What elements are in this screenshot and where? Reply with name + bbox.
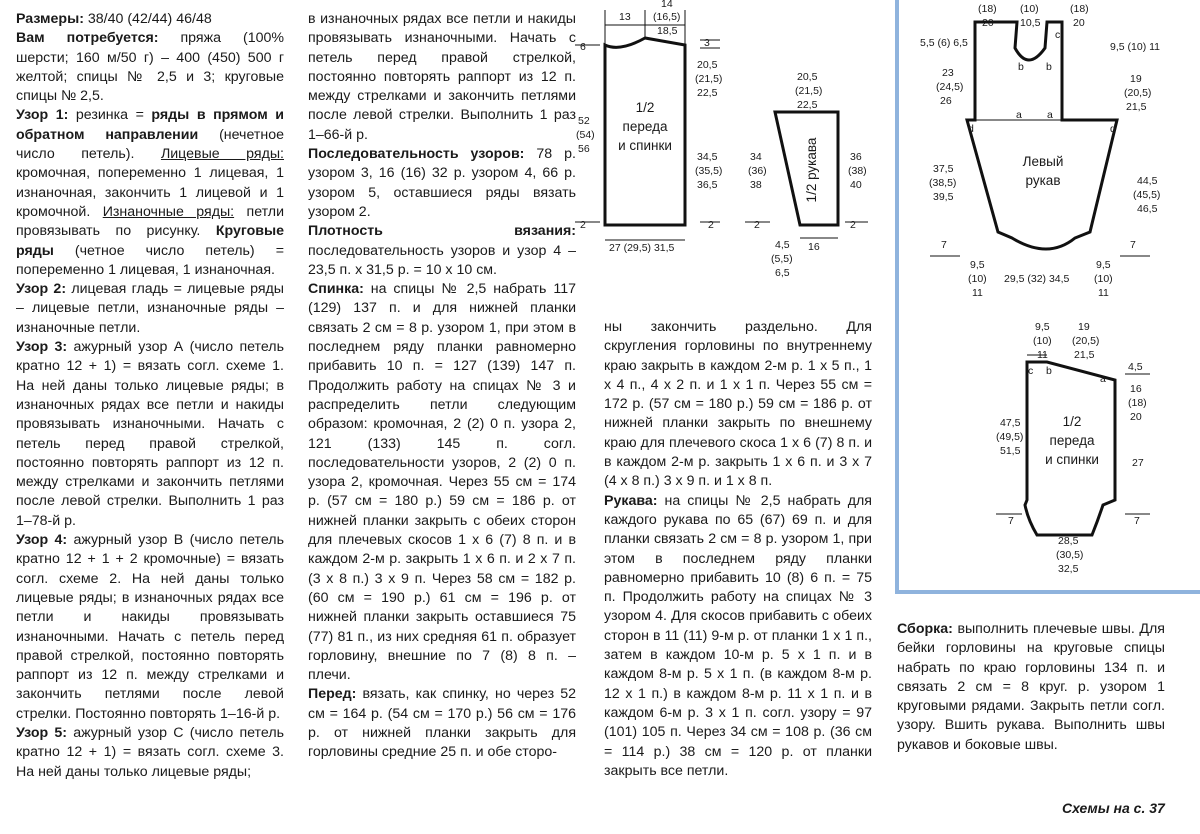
svg-text:23: 23 xyxy=(942,67,954,79)
body-text: кромочная, попеременно 1 лицевая, 1 изнаночная, закончить 1 лицевой и 1 кромочной. xyxy=(16,165,284,220)
svg-text:(18): (18) xyxy=(978,3,997,15)
svg-text:40: 40 xyxy=(850,179,862,191)
svg-text:d: d xyxy=(1110,123,1116,135)
body-text: на спицы № 2,5 набрать 117 (129) 137 п. и для нижней планки связать 2 см = 8 р. узором 1, при этом в последнем ряду планки равномерно прибавить 10 п. = 127 (139) 147 п. Продолжить работу на спицах № 3 и распределить петли следующим образом: кромочная, 2 (2) 0 п. узора 2, 121 (133) 145 п. согл. последовательности узоров, 2 (2) 0 п. узора 2, кромочная. Через 55 см = 174 р. (57 см = 180 р.) 59 см = 186 р. от нижней планки закрыть с обеих сторон для плечевых скосов 1 x 6 (7) 8 п. и в каждом 2-м р. закрыть 1 x 6 п. и 2 x 7 п. (3 x 8 п.) 3 x 9 п. Через 58 см = 182 р. (60 см = 190 р.) 61 см = 196 р. от нижней планки закрыть оставшиеся 75 (77) 81 п., из них средняя 61 п. образует горловину, внешние по 7 (8) 8 п. – плечи. xyxy=(308,281,576,684)
svg-text:d: d xyxy=(968,123,974,135)
svg-text:7: 7 xyxy=(1134,515,1140,527)
svg-text:20: 20 xyxy=(1130,411,1142,423)
svg-text:34,5: 34,5 xyxy=(697,151,718,163)
svg-text:56: 56 xyxy=(578,143,590,155)
svg-text:(10): (10) xyxy=(1033,335,1052,347)
body-text: ажурный узор С (число петель кратно 12 + 1) = вязать согл. схеме 3. На ней даны только лицевые ряды; xyxy=(16,724,284,780)
svg-text:4,5: 4,5 xyxy=(775,239,790,251)
svg-text:36,5: 36,5 xyxy=(697,179,718,191)
bold-label: Размеры: xyxy=(16,11,84,27)
svg-text:(10): (10) xyxy=(1094,273,1113,285)
half-sleeve-label: 1/2 рукава xyxy=(804,137,819,203)
svg-text:28,5: 28,5 xyxy=(1058,535,1079,547)
svg-text:13: 13 xyxy=(619,11,631,23)
svg-text:(35,5): (35,5) xyxy=(695,165,723,177)
body-text: петли провязывать по рисунку. xyxy=(16,203,285,240)
left-sleeve-schematic xyxy=(920,3,1160,299)
svg-text:a: a xyxy=(1016,109,1022,121)
svg-text:(16,5): (16,5) xyxy=(653,11,681,23)
svg-text:22,5: 22,5 xyxy=(697,87,718,99)
svg-text:20: 20 xyxy=(982,17,994,29)
svg-text:(45,5): (45,5) xyxy=(1133,189,1161,201)
svg-text:(49,5): (49,5) xyxy=(996,431,1024,443)
svg-text:(21,5): (21,5) xyxy=(695,73,723,85)
svg-text:(20,5): (20,5) xyxy=(1072,335,1100,347)
left-sleeve-label-1: Левый xyxy=(1022,154,1064,169)
body-text: ны закончить раздельно. Для скругления горловины по внутреннему краю закрыть в каждом 2-м р. 1 x 5 п., 1 x 4 п., 4 x 2 п. и 1 x 1 п. Через 55 см = 172 р. (57 см = 180 р.) 59 см = 186 р. от нижней планки закрыть по внешнему краю для плечевого скоса 1 x 6 (7) 8 п. и в каждом 2-м р. закрыть 1 x 6 п. и 3 x 7 (4 x 8 п.) 3 x 9 п. и 1 x 8 п. xyxy=(604,319,872,490)
svg-text:16: 16 xyxy=(808,241,820,253)
underlined-label: Изнаночные ряды: xyxy=(102,203,235,220)
svg-text:20: 20 xyxy=(1073,17,1085,29)
svg-text:(24,5): (24,5) xyxy=(936,81,964,93)
body-text: пряжа (100% шерсти; 160 м/50 г) – 400 (450) 500 г желтой; спицы № 2,5 и 3; круговые спицы № 2,5. xyxy=(16,30,284,105)
bold-label: Узор 2: xyxy=(16,281,67,298)
svg-text:a: a xyxy=(1047,109,1053,121)
front-label-2: переда xyxy=(1049,433,1095,448)
svg-text:19: 19 xyxy=(1130,73,1142,85)
svg-text:20,5: 20,5 xyxy=(797,71,818,83)
bold-label: Узор 1: xyxy=(16,107,69,124)
svg-text:(54): (54) xyxy=(576,129,595,141)
svg-text:c: c xyxy=(1055,29,1061,41)
svg-text:2: 2 xyxy=(850,219,856,231)
body-text: 78 р. узором 3, 16 (16) 32 р. узором 4, 66 р. узором 5, оставшиеся ряды вязать узором 2. xyxy=(308,146,576,220)
svg-text:34: 34 xyxy=(750,151,762,163)
schemes-reference: Схемы на с. 37 xyxy=(1062,800,1165,816)
svg-text:32,5: 32,5 xyxy=(1058,563,1079,575)
body-text: вязать, как спинку, но через 52 см = 164 р. (54 см = 170 р.) 56 см = 176 р. от нижней планки закрыть для горловины средние 25 п. и обе сторо- xyxy=(308,686,576,761)
body-text: ажурный узор А (число петель кратно 12 + 1) = вязать согл. схеме 1. На ней даны только лицевые ряды; в изнаночных рядах все петли и накиды провязывать изнаночными. Начать с петель перед правой стрелкой, постоянно повторять раппорт из 12 п. между стрелками и закончить петлями после левой стрелки. Выполнить 1 раз 1–78-й р. xyxy=(16,339,284,529)
front-label-3: и спинки xyxy=(1045,452,1099,467)
svg-text:6: 6 xyxy=(580,41,586,53)
svg-text:c: c xyxy=(1028,365,1034,377)
svg-text:(21,5): (21,5) xyxy=(795,85,823,97)
bold-label: Вам потребуется: xyxy=(16,30,159,47)
bold-label: Рукава: xyxy=(604,492,658,509)
body-text: на спицы № 2,5 набрать для каждого рукава по 65 (67) 69 п. и для планки связать 2 см = 8 р. узором 1, при этом в последнем ряду планки равномерно прибавить 10 (8) 6 п. = 75 п. Продолжить работу на спицах № 3 узором 4. Для скосов прибавить с обеих сторон в 11 (11) 9-м р. от планки 1 x 1 п., затем в каждом 10-м р. 5 x 1 п. и в каждом 8-м р. 5 x 1 п. (в каждом 8-м р. 12 x 1 п.) в каждом 8-м р. 11 x 1 п. и в каждом 6-м р. 3 x 1 п. согл. узору = 97 (101) 105 п. Через 34 см = 108 р. (36 см = 114 р.) 38 см = 120 р. от планки закрыть все петли. xyxy=(604,492,872,779)
svg-text:2: 2 xyxy=(708,219,714,231)
svg-text:9,5: 9,5 xyxy=(1035,321,1050,333)
svg-text:(18): (18) xyxy=(1128,397,1147,409)
svg-text:9,5 (10) 11: 9,5 (10) 11 xyxy=(1110,41,1161,53)
bold-label: Последовательность узоров: xyxy=(308,146,525,163)
svg-text:7: 7 xyxy=(1008,515,1014,527)
svg-text:38: 38 xyxy=(750,179,762,191)
svg-text:(5,5): (5,5) xyxy=(771,253,793,265)
bold-label: Узор 4: xyxy=(16,532,68,549)
bold-label: Плотность вязания: xyxy=(308,223,576,240)
svg-text:(10): (10) xyxy=(968,273,987,285)
svg-text:9,5: 9,5 xyxy=(970,259,985,271)
svg-text:51,5: 51,5 xyxy=(1000,445,1021,457)
bold-label: Перед: xyxy=(308,686,357,703)
svg-text:2: 2 xyxy=(754,219,760,231)
bold-label: Узор 3: xyxy=(16,339,68,356)
left-sleeve-label-2: рукав xyxy=(1025,173,1061,188)
svg-text:5,5 (6) 6,5: 5,5 (6) 6,5 xyxy=(920,37,968,49)
body-text: (нечетное число петель). xyxy=(16,126,284,163)
bold-label: ряды в прямом и обратном направлении xyxy=(16,107,284,143)
svg-text:37,5: 37,5 xyxy=(933,163,954,175)
svg-text:22,5: 22,5 xyxy=(797,99,818,111)
svg-text:b: b xyxy=(1046,365,1052,377)
svg-text:2: 2 xyxy=(580,219,586,231)
svg-text:47,5: 47,5 xyxy=(1000,417,1021,429)
body-text: лицевая гладь = лицевые ряды – лицевые петли, изнаночные ряды – изнаночные петли. xyxy=(16,281,284,336)
svg-text:11: 11 xyxy=(972,287,983,299)
svg-text:b: b xyxy=(1018,61,1024,73)
svg-text:6,5: 6,5 xyxy=(775,267,790,279)
svg-text:26: 26 xyxy=(940,95,952,107)
svg-text:44,5: 44,5 xyxy=(1137,175,1158,187)
svg-text:11: 11 xyxy=(1037,349,1048,361)
bold-label: Спинка: xyxy=(308,281,364,298)
underlined-label: Лицевые ряды: xyxy=(160,146,284,163)
front-label-1: 1/2 xyxy=(1062,414,1082,429)
body-text: резинка = xyxy=(68,107,152,124)
svg-text:20,5: 20,5 xyxy=(697,59,718,71)
svg-text:7: 7 xyxy=(941,239,947,251)
svg-text:27 (29,5) 31,5: 27 (29,5) 31,5 xyxy=(609,242,675,254)
svg-text:(36): (36) xyxy=(748,165,767,177)
bold-label: Сборка: xyxy=(897,621,953,637)
svg-text:b: b xyxy=(1046,61,1052,73)
svg-text:(10): (10) xyxy=(1020,3,1039,15)
svg-text:3: 3 xyxy=(704,37,710,49)
front-schematic xyxy=(996,321,1150,575)
bold-label: Узор 5: xyxy=(16,724,68,741)
svg-text:16: 16 xyxy=(1130,383,1142,395)
svg-text:21,5: 21,5 xyxy=(1126,101,1147,113)
body-text: ажурный узор В (число петель кратно 12 + 1 + 2 кромочные) = вязать согл. схеме 2. На ней даны только лицевые ряды; в изнаночных рядах все петли и накиды провязывать изнаночными. Начать с петель перед правой стрелкой, постоянно повторять раппорт из 12 п. между стрелками и закончить петлями после левой стрелки. Постоянно повторять 1–16-й р. xyxy=(16,532,284,722)
body-text: выполнить плечевые швы. Для бейки горловины на круговые спицы набрать по краю горловины 134 п. и связать 2 см = 8 круг. р. узором 1 круговыми рядами. Закрыть петли согл. узору. Вшить рукава. Выполнить швы рукавов и боковые швы. xyxy=(897,621,1165,753)
svg-text:a: a xyxy=(1100,373,1106,385)
svg-text:11: 11 xyxy=(1098,287,1109,299)
svg-text:(20,5): (20,5) xyxy=(1124,87,1152,99)
body-text: последовательность узоров и узор 4 – 23,5 п. x 31,5 р. = 10 x 10 см. xyxy=(308,242,576,278)
svg-text:19: 19 xyxy=(1078,321,1090,333)
svg-text:39,5: 39,5 xyxy=(933,191,954,203)
body-label-1: 1/2 xyxy=(635,100,655,115)
svg-text:(18): (18) xyxy=(1070,3,1089,15)
svg-text:46,5: 46,5 xyxy=(1137,203,1158,215)
body-text: 38/40 (42/44) 46/48 xyxy=(83,11,212,27)
bold-label: Круговые ряды xyxy=(16,223,284,259)
body-label-2: переда xyxy=(622,119,668,134)
svg-text:29,5 (32) 34,5: 29,5 (32) 34,5 xyxy=(1004,273,1070,285)
svg-text:18,5: 18,5 xyxy=(657,25,678,37)
svg-text:4,5: 4,5 xyxy=(1128,361,1143,373)
svg-text:(38): (38) xyxy=(848,165,867,177)
svg-text:27: 27 xyxy=(1132,457,1144,469)
svg-text:(38,5): (38,5) xyxy=(929,177,957,189)
svg-text:10,5: 10,5 xyxy=(1020,17,1041,29)
svg-text:36: 36 xyxy=(850,151,862,163)
svg-text:14: 14 xyxy=(661,0,673,10)
svg-text:52: 52 xyxy=(578,115,590,127)
svg-text:7: 7 xyxy=(1130,239,1136,251)
body-text: в изнаночных рядах все петли и накиды провязывать изнаночными. Начать с петель перед правой стрелкой, постоянно повторять раппорт из 12 п. между стрелками и закончить петлями после левой стрелки. Выполнить 1 раз 1–66-й р. xyxy=(308,11,576,143)
body-text: (четное число петель) = попеременно 1 лицевая, 1 изнаночная. xyxy=(16,242,284,278)
svg-text:9,5: 9,5 xyxy=(1096,259,1111,271)
body-label-3: и спинки xyxy=(618,138,672,153)
svg-text:(30,5): (30,5) xyxy=(1056,549,1084,561)
svg-text:21,5: 21,5 xyxy=(1074,349,1095,361)
